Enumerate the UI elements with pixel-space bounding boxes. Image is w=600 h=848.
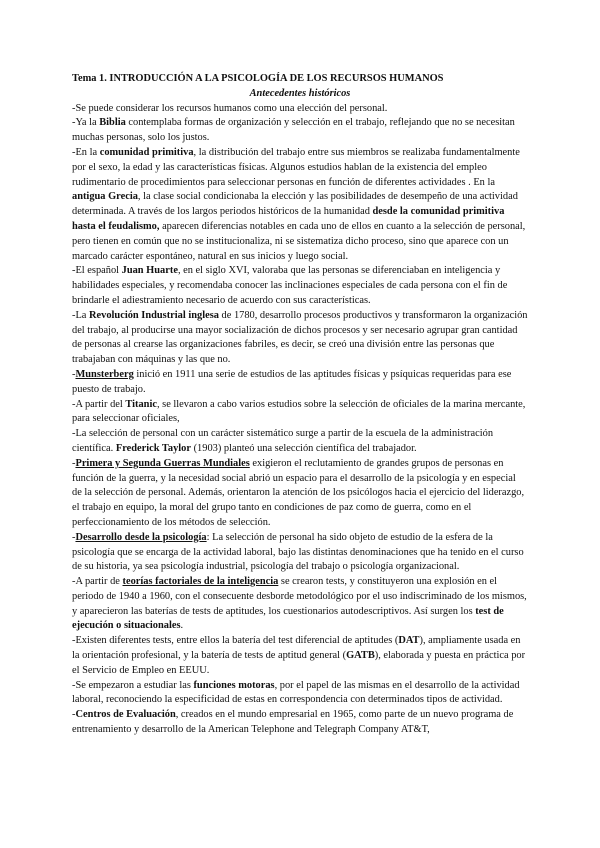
emphasis-text: Desarrollo desde la psicología <box>75 531 207 543</box>
section-subtitle: Antecedentes históricos <box>249 87 351 99</box>
text-run: -Existen diferentes tests, entre ellos la batería del test diferencial de aptitudes ( <box>72 635 399 647</box>
text-run: , la distribución del trabajo entre sus miembros se realizaba fundamentalmente por el sexo, la edad y las características físicas. Algunos estudios hablan de la existencia del empleo rudimentario de procedimientos para seleccionar personas en función de diferentes actividades . En la <box>72 146 520 188</box>
paragraph <box>72 368 528 398</box>
paragraph <box>72 427 528 457</box>
emphasis-text: Titanic <box>125 398 157 410</box>
text-run: exigieron el reclutamiento de grandes grupos de personas en función de la guerra, y la necesidad social abrió un espacio para el desarrollo de la psicología y en especial de la selección de personal. Además, orientaron la atención de los psicólogos hacia el ejercicio del liderazgo, el trabajo en equipo, la moral del grupo tanto en condiciones de paz como de guerra, como en el perfeccionamiento de los métodos de selección. <box>72 457 525 528</box>
emphasis-text: DAT <box>398 635 420 647</box>
emphasis-text: Revolución Industrial inglesa <box>89 309 219 321</box>
text-run: -El español <box>72 265 122 277</box>
text-run: -Ya la <box>72 117 100 129</box>
text-run: - <box>72 457 76 469</box>
paragraph <box>72 116 528 146</box>
text-run: aparecen diferencias notables en cada uno de ellos en cuanto a la selección de personal, pero tienen en común que no se institucionaliza, ni se sistematiza dicho proceso, sino que aparece con un marcado carácter espontáneo, natural en sus inicios y luego social. <box>72 220 526 262</box>
text-run: -La selección de personal con un carácter sistemático surge a partir de la escuela de la administración científica. <box>72 428 494 454</box>
paragraph <box>72 531 528 575</box>
text-run: -A partir del <box>72 398 126 410</box>
paragraph <box>72 575 528 634</box>
text-run: , la clase social condicionaba la elección y las posibilidades de desempeño de una actividad determinada. A través de los largos periodos históricos de la humanidad <box>72 191 518 218</box>
text-run: ), elaborada y puesta en práctica por el Servicio de Empleo en EEUU. <box>72 650 526 676</box>
text-run: ), ampliamente usada en la orientación profesional, y la batería de tests de aptitud general ( <box>72 635 521 662</box>
paragraph-list <box>72 102 528 738</box>
text-run: -Se empezaron a estudiar las <box>72 679 194 691</box>
emphasis-text: Centros de Evaluación <box>75 709 176 721</box>
paragraph <box>72 102 528 117</box>
emphasis-text: Biblia <box>99 117 126 129</box>
emphasis-text: teorías factoriales de la inteligencia <box>122 576 279 588</box>
emphasis-text: desde la comunidad primitiva hasta el feudalismo, <box>72 206 505 232</box>
text-run: , creados en el mundo empresarial en 1965, como parte de un nuevo programa de entrenamiento y desarrollo de la American Telephone and Telegraph Company AT&T, <box>72 709 514 736</box>
text-run: , se llevaron a cabo varios estudios sobre la selección de oficiales de la marina mercante, para seleccionar oficiales, <box>72 398 526 425</box>
emphasis-text: GATB <box>346 650 375 662</box>
paragraph <box>72 264 528 308</box>
emphasis-text: comunidad primitiva <box>99 146 194 158</box>
emphasis-text: Munsterberg <box>75 368 134 380</box>
emphasis-text: funciones motoras <box>193 679 275 691</box>
emphasis-text: antigua Grecia <box>72 191 138 203</box>
paragraph <box>72 708 528 738</box>
paragraph <box>72 398 528 428</box>
text-run: , en el siglo XVI, valoraba que las personas se diferenciaban en inteligencia y habilidades especiales, y recomendaba conocer las inclinaciones especiales de cada persona con el fin de brindarle el adiestramiento necesario de acuerdo con sus características. <box>72 265 508 306</box>
document-title: Tema 1. INTRODUCCIÓN A LA PSICOLOGÍA DE LOS RECURSOS HUMANOS <box>72 73 444 84</box>
text-run: se crearon tests, y constituyeron una explosión en el periodo de 1940 a 1960, con el consecuente desborde metodológico por el uso indiscriminado de los mismos, y aparecieron las baterías de tests de aptitudes, los cuestionarios autodescriptivos. Así surgen los <box>72 576 527 617</box>
text-run: - <box>72 368 76 380</box>
emphasis-text: Juan Huarte <box>121 265 178 277</box>
text-run: - <box>72 531 76 543</box>
paragraph <box>72 679 528 709</box>
text-run: -La <box>72 309 90 321</box>
text-run: (1903) planteó una selección científica del trabajador. <box>191 442 417 454</box>
text-run: inició en 1911 una serie de estudios de las aptitudes físicas y psíquicas requeridas para ese puesto de trabajo. <box>72 368 512 395</box>
text-run: -A partir de <box>72 576 123 588</box>
text-run: contemplaba formas de organización y selección en el trabajo, reflejando que no se necesitan muchas personas, solo los justos. <box>72 117 515 144</box>
text-run: - <box>72 709 76 721</box>
paragraph <box>72 309 528 368</box>
paragraph <box>72 634 528 678</box>
document-body <box>72 72 528 738</box>
emphasis-text: Frederick Taylor <box>115 442 191 454</box>
text-run: -En la <box>72 146 100 158</box>
text-run: , por el papel de las mismas en el desarrollo de la actividad laboral, reconociendo la especificidad de estas en correspondencia con determinados tipos de actividad. <box>72 679 520 706</box>
text-run: -Se puede considerar los recursos humanos como una elección del personal. <box>72 102 388 114</box>
text-run: . <box>180 620 184 632</box>
text-run: de 1780, desarrollo procesos productivos y transformaron la organización del trabajo, al producirse una mayor socialización de dichos procesos y ser necesario agrupar gran cantidad de personas al crearse las organizaciones fabriles, es decir, se creó una división entre las personas que trabajaban con máquinas y las que no. <box>72 309 528 366</box>
emphasis-text: Primera y Segunda Guerras Mundiales <box>75 457 250 469</box>
text-run: : La selección de personal ha sido objeto de estudio de la esfera de la psicología que se encarga de la actividad laboral, bajo las distintas denominaciones que ha tenido en el curso de su historia, ya sea psicología industrial, psicología del trabajo o psicología organizacional. <box>72 531 524 573</box>
emphasis-text: test de ejecución o situacionales <box>72 605 504 632</box>
paragraph <box>72 146 528 264</box>
paragraph <box>72 457 528 531</box>
